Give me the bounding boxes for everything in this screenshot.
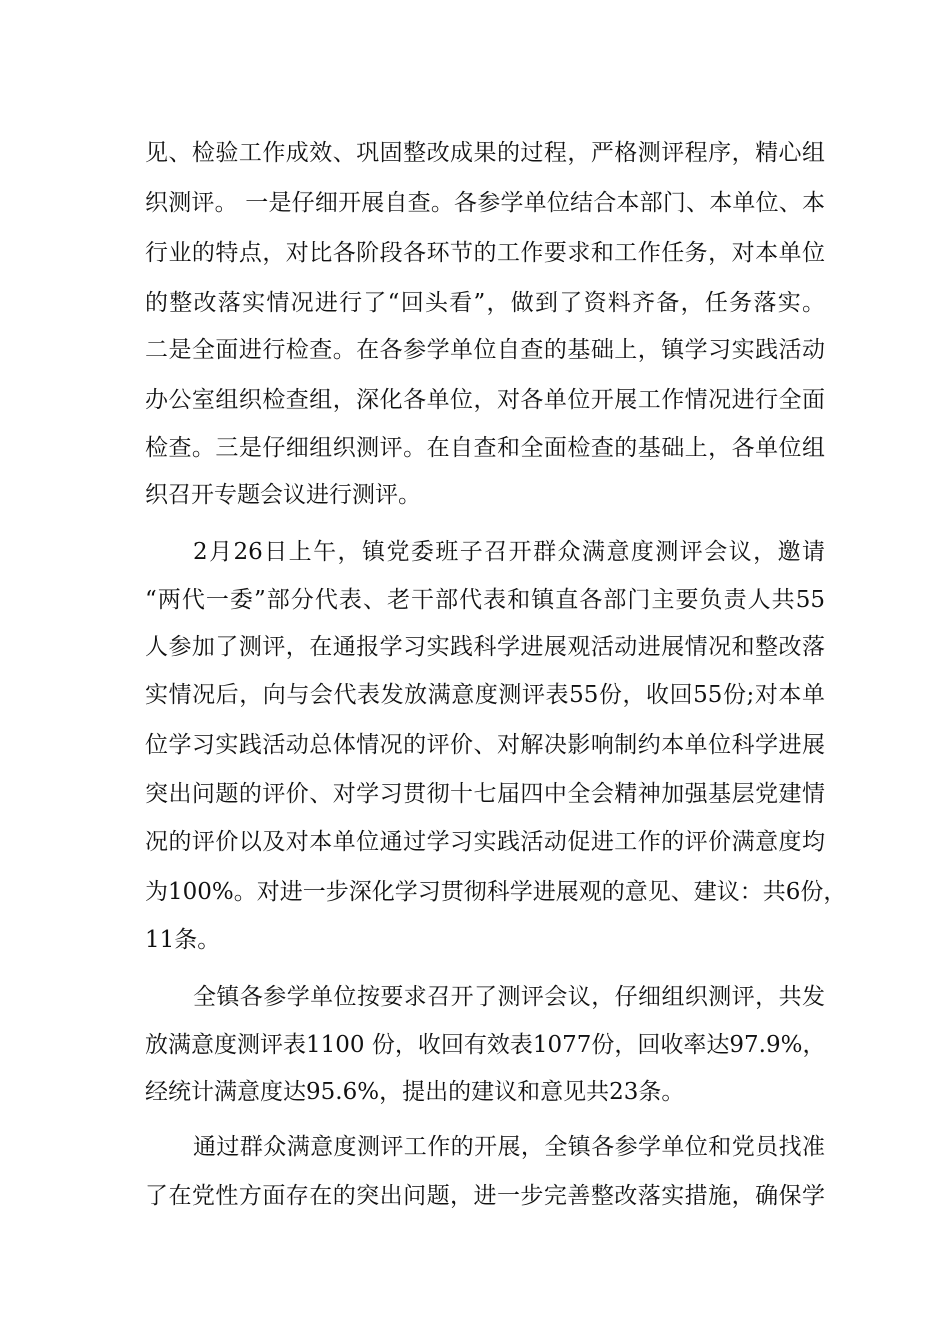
paragraph-2-line-2: “两代一委”部分代表、老干部代表和镇直各部门主要负责人共55 xyxy=(145,587,825,613)
paragraph-4-line-1: 通过群众满意度测评工作的开展，全镇各参学单位和党员找准 xyxy=(193,1134,825,1160)
paragraph-2-line-1: 2月26日上午，镇党委班子召开群众满意度测评会议，邀请 xyxy=(193,539,825,565)
paragraph-3-line-3: 经统计满意度达95.6%，提出的建议和意见共23条。 xyxy=(145,1079,685,1105)
paragraph-1-line-8: 织召开专题会议进行测评。 xyxy=(145,482,421,508)
paragraph-2-line-7: 况的评价以及对本单位通过学习实践活动促进工作的评价满意度均 xyxy=(145,829,825,855)
paragraph-1-line-5: 二是全面进行检查。在各参学单位自查的基础上，镇学习实践活动 xyxy=(145,337,825,363)
paragraph-1-line-7: 检查。三是仔细组织测评。在自查和全面检查的基础上，各单位组 xyxy=(145,435,825,461)
paragraph-2-line-4: 实情况后，向与会代表发放满意度测评表55份，收回55份;对本单 xyxy=(145,682,825,708)
paragraph-3-line-1: 全镇各参学单位按要求召开了测评会议，仔细组织测评，共发 xyxy=(193,984,825,1010)
paragraph-2-line-9: 11条。 xyxy=(145,927,221,953)
paragraph-2-line-3: 人参加了测评，在通报学习实践科学进展观活动进展情况和整改落 xyxy=(145,634,825,660)
paragraph-1-line-6: 办公室组织检查组，深化各单位，对各单位开展工作情况进行全面 xyxy=(145,387,825,413)
paragraph-1-line-4: 的整改落实情况进行了“回头看”，做到了资料齐备，任务落实。 xyxy=(145,290,825,316)
paragraph-2-line-6: 突出问题的评价、对学习贯彻十七届四中全会精神加强基层党建情 xyxy=(145,781,825,807)
paragraph-3-line-2: 放满意度测评表1100 份，收回有效表1077份，回收率达97.9%， xyxy=(145,1032,826,1058)
paragraph-1-line-3: 行业的特点，对比各阶段各环节的工作要求和工作任务，对本单位 xyxy=(145,240,825,266)
paragraph-2-line-8: 为100%。对进一步深化学习贯彻科学进展观的意见、建议：共6份， xyxy=(145,879,847,905)
paragraph-1-line-1: 见、检验工作成效、巩固整改成果的过程，严格测评程序，精心组 xyxy=(145,140,825,166)
paragraph-4-line-2: 了在党性方面存在的突出问题，进一步完善整改落实措施，确保学 xyxy=(145,1183,825,1209)
paragraph-2-line-5: 位学习实践活动总体情况的评价、对解决影响制约本单位科学进展 xyxy=(145,732,825,758)
paragraph-1-line-2: 织测评。 一是仔细开展自查。各参学单位结合本部门、本单位、本 xyxy=(145,190,825,216)
